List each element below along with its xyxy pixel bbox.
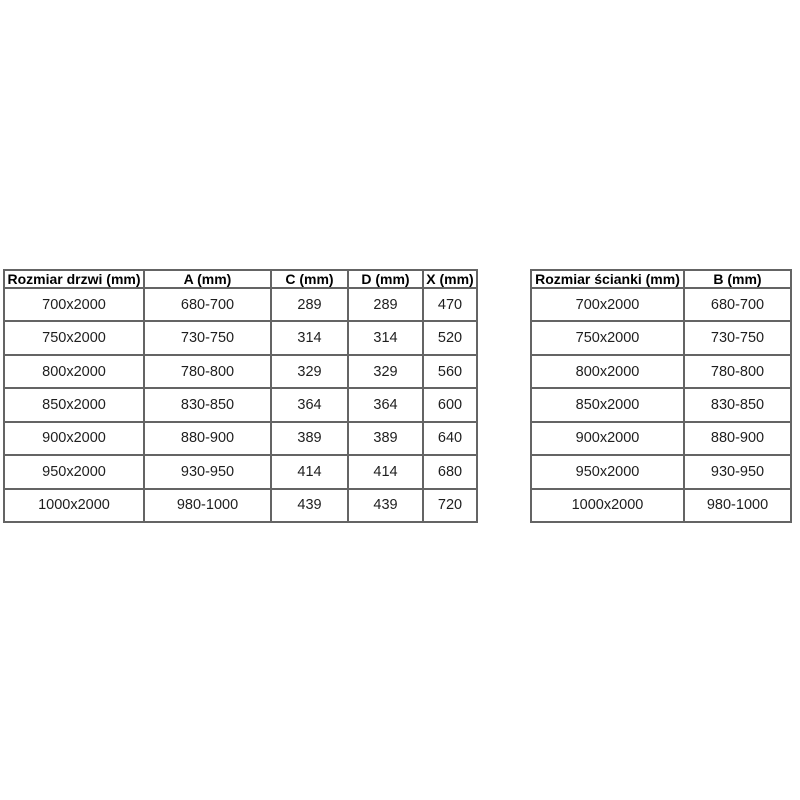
column-header: B (mm)	[684, 270, 791, 288]
table-row	[531, 355, 791, 388]
column-header: Rozmiar ścianki (mm)	[531, 270, 684, 288]
table-cell: 800x2000	[531, 355, 684, 388]
table-cell: 830-850	[144, 388, 271, 421]
table-cell: 389	[271, 422, 348, 455]
table-cell: 780-800	[144, 355, 271, 388]
header-row	[4, 270, 477, 288]
table-row	[531, 489, 791, 522]
table-row	[4, 388, 477, 421]
table-cell: 640	[423, 422, 477, 455]
table-row	[4, 489, 477, 522]
table-cell: 1000x2000	[531, 489, 684, 522]
table-cell: 900x2000	[4, 422, 144, 455]
table-row	[4, 455, 477, 488]
table-cell: 800x2000	[4, 355, 144, 388]
table-cell: 414	[271, 455, 348, 488]
table-cell: 720	[423, 489, 477, 522]
table-cell: 930-950	[144, 455, 271, 488]
table-cell: 700x2000	[4, 288, 144, 321]
table-cell: 1000x2000	[4, 489, 144, 522]
table-cell: 520	[423, 321, 477, 354]
table-cell: 700x2000	[531, 288, 684, 321]
table-cell: 730-750	[684, 321, 791, 354]
header-row	[531, 270, 791, 288]
table-cell: 329	[348, 355, 423, 388]
table-cell: 980-1000	[684, 489, 791, 522]
table-cell: 439	[348, 489, 423, 522]
table-cell: 950x2000	[4, 455, 144, 488]
table-cell: 850x2000	[531, 388, 684, 421]
table-cell: 750x2000	[531, 321, 684, 354]
table-cell: 980-1000	[144, 489, 271, 522]
table-cell: 750x2000	[4, 321, 144, 354]
column-header: Rozmiar drzwi (mm)	[4, 270, 144, 288]
table-cell: 439	[271, 489, 348, 522]
table-cell: 470	[423, 288, 477, 321]
table-cell: 600	[423, 388, 477, 421]
table-cell: 850x2000	[4, 388, 144, 421]
table-cell: 680-700	[684, 288, 791, 321]
table-cell: 830-850	[684, 388, 791, 421]
table-row	[531, 455, 791, 488]
table-cell: 900x2000	[531, 422, 684, 455]
table-row	[531, 321, 791, 354]
table-row	[4, 321, 477, 354]
table-row	[531, 288, 791, 321]
table-cell: 680	[423, 455, 477, 488]
table-cell: 730-750	[144, 321, 271, 354]
table-cell: 414	[348, 455, 423, 488]
table-cell: 680-700	[144, 288, 271, 321]
table-cell: 389	[348, 422, 423, 455]
table-cell: 364	[348, 388, 423, 421]
table-row	[4, 288, 477, 321]
table-cell: 314	[348, 321, 423, 354]
door-dimensions-table	[3, 269, 478, 523]
column-header: D (mm)	[348, 270, 423, 288]
table-row	[4, 355, 477, 388]
column-header: C (mm)	[271, 270, 348, 288]
table-cell: 880-900	[684, 422, 791, 455]
table-cell: 780-800	[684, 355, 791, 388]
table-cell: 364	[271, 388, 348, 421]
wall-dimensions-table	[530, 269, 792, 523]
table-row	[531, 388, 791, 421]
table-cell: 950x2000	[531, 455, 684, 488]
table-cell: 930-950	[684, 455, 791, 488]
table-cell: 880-900	[144, 422, 271, 455]
table-cell: 289	[271, 288, 348, 321]
table-cell: 289	[348, 288, 423, 321]
table-row	[4, 422, 477, 455]
column-header: A (mm)	[144, 270, 271, 288]
table-cell: 560	[423, 355, 477, 388]
table-cell: 329	[271, 355, 348, 388]
column-header: X (mm)	[423, 270, 477, 288]
table-cell: 314	[271, 321, 348, 354]
table-row	[531, 422, 791, 455]
